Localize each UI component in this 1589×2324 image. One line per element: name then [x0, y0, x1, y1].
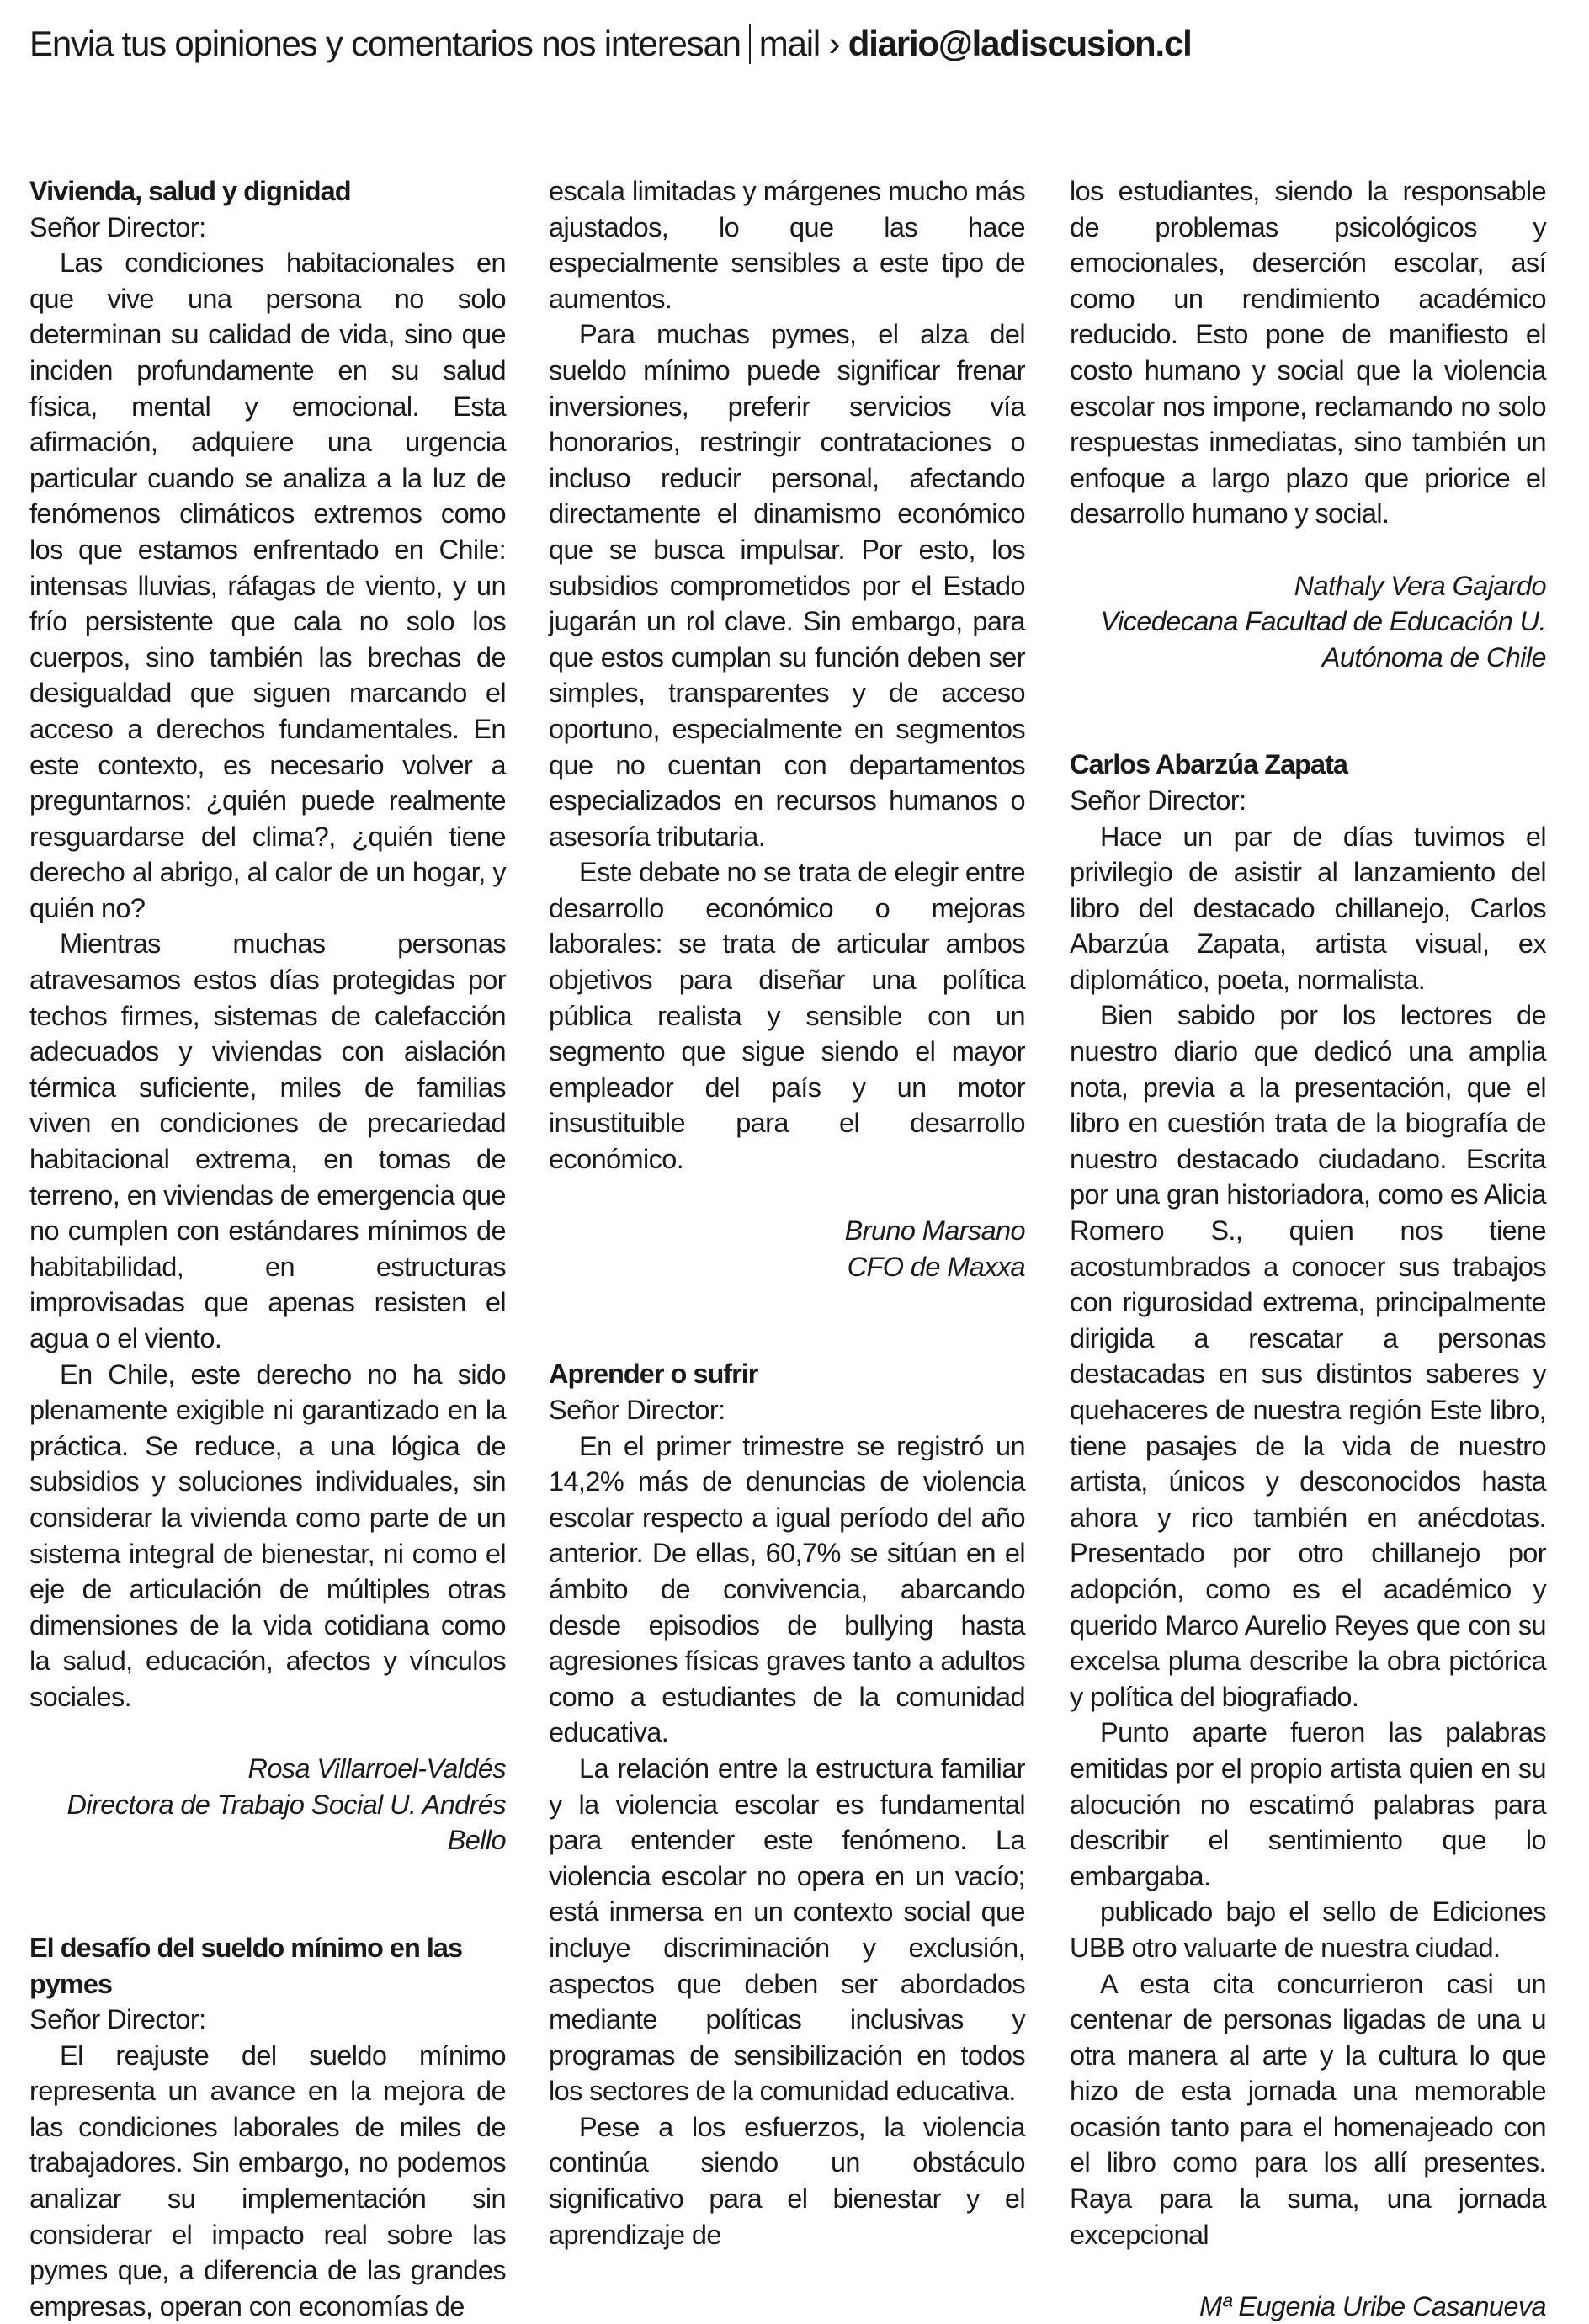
signature-line: Rosa Villarroel-Valdés — [247, 1753, 506, 1784]
signature-line: Vicedecana Facultad de Educación U. — [1100, 606, 1546, 637]
letter-salutation: Señor Director: — [29, 211, 206, 242]
letter-salutation: Señor Director: — [29, 2004, 206, 2035]
letter-signature — [549, 1213, 1025, 1284]
letter-paragraph: Mientras muchas personas atravesamos estos días protegidas por techos firmes, sistemas de calefacción adecuados y viviendas con aislación térmica suficiente, miles de familias viven en condiciones de precariedad habitacional extrema, en tomas de terreno, en viviendas de emergencia que no cumplen con estándares mínimos de habitabilidad, en estructuras improvisadas que apenas resisten el agua o el viento. — [29, 928, 506, 1353]
signature-line: Autónoma de Chile — [1321, 641, 1546, 673]
signature-line: Nathaly Vera Gajardo — [1294, 570, 1546, 601]
letter-salutation: Señor Director: — [549, 1395, 725, 1425]
letter-paragraph: Punto aparte fueron las palabras emitidas por el propio artista quien en su alocución no escatimó palabras para describir el sentimiento que lo embargaba. — [1070, 1717, 1546, 1891]
column-3 — [1070, 173, 1546, 2324]
signature-line: Mª Eugenia Uribe Casanueva — [1199, 2290, 1546, 2321]
column-1 — [29, 173, 506, 2324]
letter-paragraph: Pese a los esfuerzos, la violencia continúa siendo un obstáculo significativo para el bienestar y el aprendizaje de — [549, 2111, 1025, 2250]
letter-title: El desafío del sueldo mínimo en las pymes — [29, 1932, 463, 1999]
column-2 — [549, 173, 1025, 2252]
letter-paragraph: Bien sabido por los lectores de nuestro diario que dedicó una amplia nota, previa a la presentación, que el libro en cuestión trata de la biografía de nuestro destacado ciudadano. Escrita por una gran historiadora, como es Alicia Romero S., quien nos tiene acostumbrados a conocer sus trabajos con rigurosidad extrema, principalmente dirigida a rescatar a personas destacadas en sus distintos saberes y quehaceres de nuestra región Este libro, tiene pasajes de la vida de nuestro artista, únicos y desconocidos hasta ahora y rico también en anécdotas. Presentado por otro chillanejo por adopción, como es el académico y querido Marco Aurelio Reyes que con su excelsa pluma describe la obra pictórica y política del biografiado. — [1070, 1000, 1546, 1712]
mail-label: mail › — [758, 24, 840, 63]
header-text: Envia tus opiniones y comentarios nos interesan — [29, 24, 741, 63]
letter-paragraph: Hace un par de días tuvimos el privilegio de asistir al lanzamiento del libro del destacado chillanejo, Carlos Abarzúa Zapata, artista visual, ex diplomático, poeta, normalista. — [1070, 821, 1546, 995]
letter-paragraph: A esta cita concurrieron casi un centenar de personas ligadas de una u otra manera al arte y la cultura lo que hizo de esta jornada una memorable ocasión tanto para el homenajeado con el libro como para los allí presentes. Raya para la suma, una jornada excepcional — [1070, 1968, 1546, 2250]
letter-paragraph: En el primer trimestre se registró un 14,2% más de denuncias de violencia escolar respecto a igual período del año anterior. De ellas, 60,7% se sitúan en el ámbito de convivencia, abarcando desde episodios de bullying hasta agresiones físicas graves tanto a adultos como a estudiantes de la comunidad educativa. — [549, 1430, 1025, 1748]
letter-paragraph: Este debate no se trata de elegir entre desarrollo económico o mejoras laborales: se trata de articular ambos objetivos para diseñar una política pública realista y sensible con un segmento que sigue siendo el mayor empleador del país y un motor insustituible para el desarrollo económico. — [549, 857, 1025, 1175]
letter-paragraph: los estudiantes, siendo la responsable de problemas psicológicos y emocionales, deserción escolar, así como un rendimiento académico reducido. Esto pone de manifiesto el costo humano y social que la violencia escolar nos impone, reclamando no solo respuestas inmediatas, sino también un enfoque a largo plazo que priorice el desarrollo humano y social. — [1070, 176, 1546, 529]
letter-title: Aprender o sufrir — [549, 1359, 758, 1390]
letter-paragraph: publicado bajo el sello de Ediciones UBB otro valuarte de nuestra ciudad. — [1070, 1896, 1546, 1963]
section-spacer — [29, 1859, 506, 1930]
section-spacer — [549, 1284, 1025, 1356]
signature-line: Bello — [447, 1825, 506, 1856]
signature-line: Directora de Trabajo Social U. Andrés — [66, 1789, 506, 1820]
letter-paragraph: La relación entre la estructura familiar y la violencia escolar es fundamental para entender este fenómeno. La violencia escolar no opera en un vacío; está inmersa en un contexto social que incluye discriminación y exclusión, aspectos que deben ser abordados mediante políticas inclusivas y programas de sensibilización en todos los sectores de la comunidad educativa. — [549, 1752, 1025, 2107]
letter-paragraph: En Chile, este derecho no ha sido plenamente exigible ni garantizado en la práctica. Se reduce, a una lógica de subsidios y soluciones individuales, sin considerar la vivienda como parte de un sistema integral de bienestar, ni como el eje de articulación de múltiples otras dimensiones de la vida cotidiana como la salud, educación, afectos y vínculos sociales. — [29, 1359, 506, 1712]
mail-address-link[interactable]: diario@ladiscusion.cl — [848, 24, 1192, 63]
letter-salutation: Señor Director: — [1070, 784, 1246, 816]
signature-line: CFO de Maxxa — [847, 1251, 1025, 1282]
letter-paragraph: Para muchas pymes, el alza del sueldo mínimo puede significar frenar inversiones, preferir servicios vía honorarios, restringir contrataciones o incluso reducir personal, afectando directamente el dinamismo económico que se busca impulsar. Por esto, los subsidios comprometidos por el Estado jugarán un rol clave. Sin embargo, para que estos cumplan su función deben ser simples, transparentes y de acceso oportuno, especialmente en segmentos que no cuentan con departamentos especializados en recursos humanos o asesoría tributaria. — [549, 319, 1025, 852]
letter-signature — [1070, 568, 1546, 676]
letter-signature — [29, 1751, 506, 1859]
letter-paragraph: Las condiciones habitacionales en que vive una persona no solo determinan su calidad de vida, sino que inciden profundamente en su salud física, mental y emocional. Esta afirmación, adquiere una urgencia particular cuando se analiza a la luz de fenómenos climáticos extremos como los que estamos enfrentado en Chile: intensas lluvias, ráfagas de viento, y un frío persistente que cala no solo los cuerpos, sino también las brechas de desigualdad que siguen marcando el acceso a derechos fundamentales. En este contexto, es necesario volver a preguntarnos: ¿quién puede realmente resguardarse del clima?, ¿quién tiene derecho al abrigo, al calor de un hogar, y quién no? — [29, 247, 506, 923]
header-divider — [749, 24, 751, 64]
letter-title: Carlos Abarzúa Zapata — [1070, 749, 1347, 780]
letter-title: Vivienda, salud y dignidad — [29, 176, 351, 206]
letter-paragraph: escala limitadas y márgenes mucho más ajustados, lo que las hace especialmente sensibles a este tipo de aumentos. — [549, 176, 1025, 314]
section-spacer — [1070, 675, 1546, 747]
letter-paragraph: El reajuste del sueldo mínimo representa un avance en la mejora de las condiciones laborales de miles de trabajadores. Sin embargo, no podemos analizar su implementación sin considerar el impacto real sobre las pymes que, a diferencia de las grandes empresas, operan con economías de — [29, 2039, 506, 2321]
letter-signature — [1070, 2289, 1546, 2324]
contact-header — [29, 24, 1192, 64]
signature-line: Bruno Marsano — [844, 1215, 1025, 1247]
